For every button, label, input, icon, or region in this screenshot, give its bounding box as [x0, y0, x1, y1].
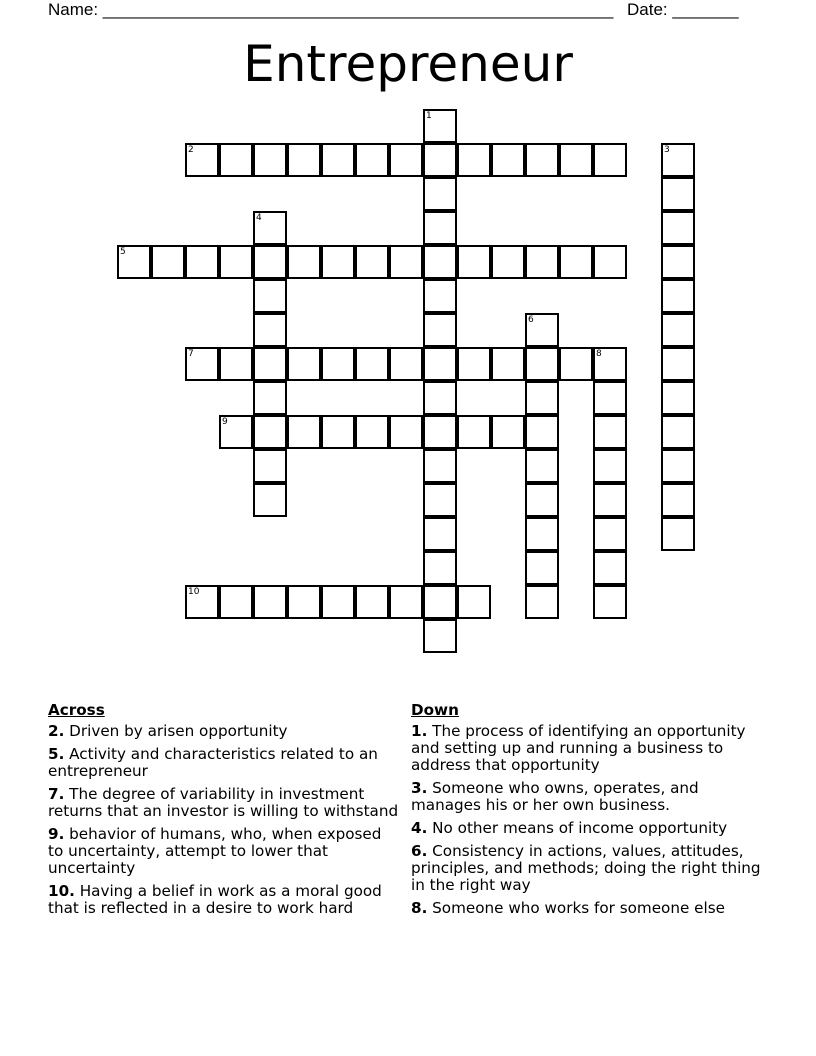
grid-cell[interactable]: [389, 415, 423, 449]
grid-cell[interactable]: [423, 381, 457, 415]
grid-cell[interactable]: [423, 279, 457, 313]
grid-cell[interactable]: [389, 585, 423, 619]
grid-cell[interactable]: [219, 347, 253, 381]
grid-cell[interactable]: [457, 347, 491, 381]
grid-cell[interactable]: [185, 143, 219, 177]
grid-cell[interactable]: [593, 245, 627, 279]
clue-across-5: 5. Activity and characteristics related to an entrepreneur: [48, 745, 378, 780]
grid-cell[interactable]: [525, 585, 559, 619]
grid-cell[interactable]: [423, 449, 457, 483]
grid-cell[interactable]: [423, 517, 457, 551]
grid-cell[interactable]: [219, 245, 253, 279]
clue-number: 8: [596, 349, 602, 359]
grid-cell[interactable]: [185, 245, 219, 279]
grid-cell[interactable]: [355, 347, 389, 381]
grid-cell[interactable]: [287, 585, 321, 619]
grid-cell[interactable]: [525, 551, 559, 585]
grid-cell[interactable]: [593, 143, 627, 177]
down-clues: [411, 702, 761, 923]
name-field-label[interactable]: Name: ______________________________________________________: [48, 0, 614, 19]
grid-cell[interactable]: [457, 143, 491, 177]
grid-cell[interactable]: [423, 177, 457, 211]
clue-down-6: 6. Consistency in actions, values, attitudes, principles, and methods; doing the right thing in the right way: [411, 842, 761, 894]
grid-cell[interactable]: [593, 381, 627, 415]
grid-cell[interactable]: [491, 415, 525, 449]
clue-down-4: 4. No other means of income opportunity: [411, 819, 728, 837]
clue-across-9: 9. behavior of humans, who, when exposed to uncertainty, attempt to lower that uncertainty: [48, 825, 382, 877]
grid-cell[interactable]: [661, 245, 695, 279]
grid-cell[interactable]: [151, 245, 185, 279]
grid-cell[interactable]: [559, 245, 593, 279]
grid-cell[interactable]: [661, 449, 695, 483]
grid-cell[interactable]: [593, 483, 627, 517]
clue-down-8: 8. Someone who works for someone else: [411, 899, 725, 917]
grid-cell[interactable]: [219, 143, 253, 177]
grid-cell[interactable]: [525, 245, 559, 279]
across-clues: [48, 702, 400, 923]
clue-number: 5: [120, 247, 126, 257]
grid-cell[interactable]: [525, 143, 559, 177]
grid-cell[interactable]: [593, 517, 627, 551]
grid-cell[interactable]: [423, 585, 457, 619]
grid-cell[interactable]: [423, 245, 457, 279]
grid-cell[interactable]: [423, 109, 457, 143]
grid-cell[interactable]: [525, 483, 559, 517]
grid-cell[interactable]: [423, 211, 457, 245]
grid-cell[interactable]: [287, 347, 321, 381]
grid-cell[interactable]: [457, 415, 491, 449]
grid-cell[interactable]: [491, 143, 525, 177]
clue-number: 2: [188, 145, 194, 155]
grid-cell[interactable]: [661, 143, 695, 177]
grid-cell[interactable]: [355, 245, 389, 279]
grid-cell[interactable]: [661, 313, 695, 347]
across-heading: Across: [48, 701, 105, 719]
clue-down-1: 1. The process of identifying an opportunity and setting up and running a business to address that opportunity: [411, 722, 746, 774]
grid-cell[interactable]: [423, 143, 457, 177]
grid-cell[interactable]: [117, 245, 151, 279]
clue-across-10: 10. Having a belief in work as a moral good that is reflected in a desire to work hard: [48, 882, 382, 917]
grid-cell[interactable]: [287, 143, 321, 177]
grid-cell[interactable]: [321, 415, 355, 449]
clue-across-2: 2. Driven by arisen opportunity: [48, 722, 288, 740]
grid-cell[interactable]: [321, 245, 355, 279]
grid-cell[interactable]: [185, 585, 219, 619]
grid-cell[interactable]: [423, 415, 457, 449]
grid-cell[interactable]: [593, 347, 627, 381]
grid-cell[interactable]: [525, 449, 559, 483]
grid-cell[interactable]: [491, 347, 525, 381]
grid-cell[interactable]: [593, 415, 627, 449]
grid-cell[interactable]: [457, 585, 491, 619]
grid-cell[interactable]: [423, 313, 457, 347]
clue-number: 1: [426, 111, 432, 121]
grid-cell[interactable]: [559, 143, 593, 177]
clue-number: 4: [256, 213, 262, 223]
grid-cell[interactable]: [423, 483, 457, 517]
grid-cell[interactable]: [593, 449, 627, 483]
grid-cell[interactable]: [219, 585, 253, 619]
grid-cell[interactable]: [525, 415, 559, 449]
down-heading: Down: [411, 701, 459, 719]
grid-cell[interactable]: [525, 347, 559, 381]
grid-cell[interactable]: [253, 449, 287, 483]
grid-cell[interactable]: [321, 143, 355, 177]
grid-cell[interactable]: [525, 517, 559, 551]
grid-cell[interactable]: [661, 415, 695, 449]
grid-cell[interactable]: [423, 347, 457, 381]
grid-cell[interactable]: [253, 313, 287, 347]
grid-cell[interactable]: [355, 415, 389, 449]
grid-cell[interactable]: [355, 585, 389, 619]
grid-cell[interactable]: [389, 143, 423, 177]
grid-cell[interactable]: [253, 211, 287, 245]
grid-cell[interactable]: [525, 381, 559, 415]
grid-cell[interactable]: [253, 347, 287, 381]
grid-cell[interactable]: [423, 551, 457, 585]
grid-cell[interactable]: [253, 415, 287, 449]
grid-cell[interactable]: [661, 279, 695, 313]
grid-cell[interactable]: [287, 415, 321, 449]
grid-cell[interactable]: [287, 245, 321, 279]
grid-cell[interactable]: [525, 313, 559, 347]
grid-cell[interactable]: [253, 381, 287, 415]
grid-cell[interactable]: [661, 483, 695, 517]
grid-cell[interactable]: [661, 211, 695, 245]
grid-cell[interactable]: [253, 279, 287, 313]
grid-cell[interactable]: [423, 619, 457, 653]
grid-cell[interactable]: [185, 347, 219, 381]
grid-cell[interactable]: [661, 177, 695, 211]
page-title: Entrepreneur: [243, 35, 573, 93]
clue-down-3: 3. Someone who owns, operates, and manages his or her own business.: [411, 779, 699, 814]
grid-cell[interactable]: [253, 143, 287, 177]
clue-number: 7: [188, 349, 194, 359]
clue-number: 3: [664, 145, 670, 155]
grid-cell[interactable]: [457, 245, 491, 279]
grid-cell[interactable]: [253, 245, 287, 279]
grid-cell[interactable]: [321, 585, 355, 619]
clue-number: 6: [528, 315, 534, 325]
clue-number: 10: [188, 587, 200, 597]
clue-across-7: 7. The degree of variability in investment returns that an investor is willing to withstand: [48, 785, 399, 820]
grid-cell[interactable]: [559, 347, 593, 381]
grid-cell[interactable]: [321, 347, 355, 381]
grid-cell[interactable]: [593, 585, 627, 619]
grid-cell[interactable]: [491, 245, 525, 279]
grid-cell[interactable]: [253, 483, 287, 517]
grid-cell[interactable]: [219, 415, 253, 449]
grid-cell[interactable]: [355, 143, 389, 177]
grid-cell[interactable]: [593, 551, 627, 585]
grid-cell[interactable]: [389, 245, 423, 279]
grid-cell[interactable]: [661, 517, 695, 551]
grid-cell[interactable]: [661, 347, 695, 381]
grid-cell[interactable]: [389, 347, 423, 381]
grid-cell[interactable]: [661, 381, 695, 415]
clue-number: 9: [222, 417, 228, 427]
grid-cell[interactable]: [253, 585, 287, 619]
date-field-label[interactable]: Date: _______: [627, 0, 739, 19]
